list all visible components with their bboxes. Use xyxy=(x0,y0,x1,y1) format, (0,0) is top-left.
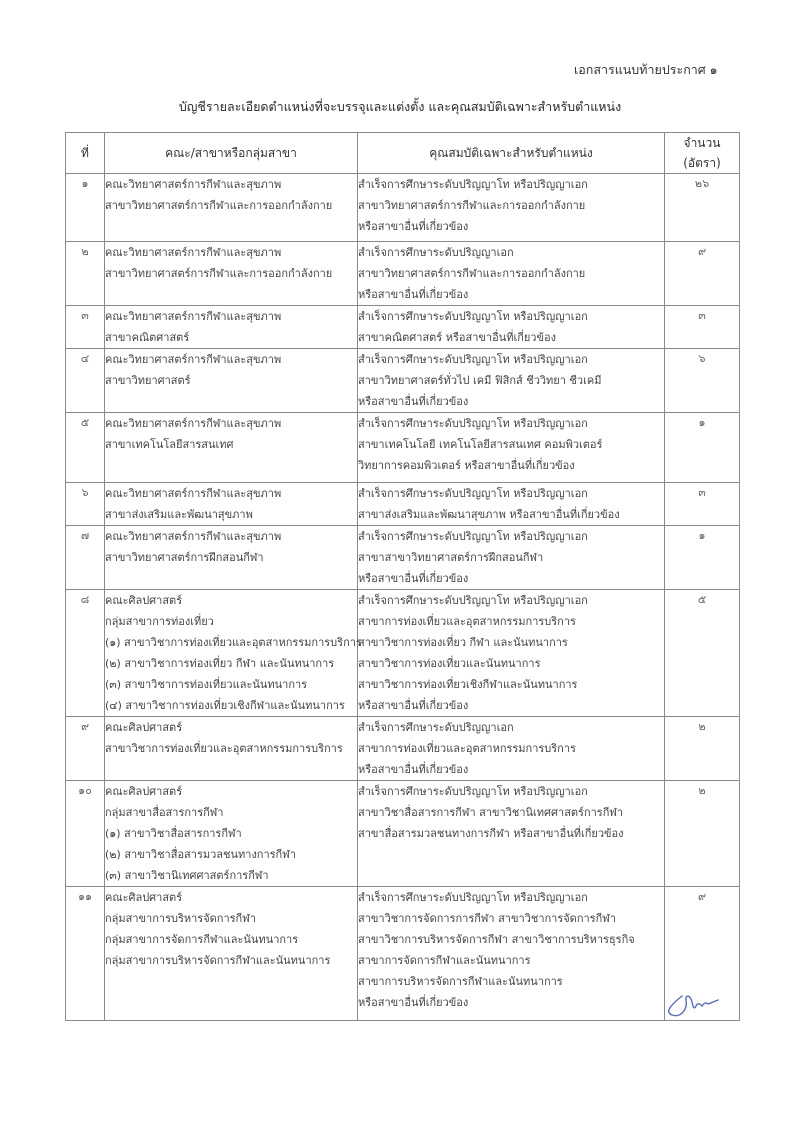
qualification-line: สาขาวิชาการท่องเที่ยวและนันทนาการ xyxy=(358,657,541,670)
row-number: ๑ xyxy=(66,174,105,242)
faculty-line: สาขาวิทยาศาสตร์การฝึกสอนกีฬา xyxy=(105,551,264,564)
faculty-line: คณะวิทยาศาสตร์การกีฬาและสุขภาพ xyxy=(105,310,282,323)
faculty-line: คณะศิลปศาสตร์ xyxy=(105,785,183,798)
row-number: ๕ xyxy=(66,413,105,483)
qualification-cell xyxy=(358,349,665,413)
faculty-cell xyxy=(105,526,358,590)
qualification-line: สาขาการจัดการกีฬาและนันทนาการ xyxy=(358,954,531,967)
header-no: ที่ xyxy=(66,133,105,174)
faculty-cell xyxy=(105,590,362,717)
faculty-line: สาขาวิทยาศาสตร์การกีฬาและการออกกำลังกาย xyxy=(105,267,333,280)
qualification-line: สาขาวิชาการท่องเที่ยว กีฬา และนันทนาการ xyxy=(358,636,568,649)
faculty-line: คณะศิลปศาสตร์ xyxy=(105,721,183,734)
position-count: ๖ xyxy=(665,349,740,413)
qualification-cell xyxy=(358,781,665,887)
qualification-line: สาขาวิทยาศาสตร์การกีฬาและการออกกำลังกาย xyxy=(358,199,586,212)
table-header-row xyxy=(66,133,740,174)
row-number: ๗ xyxy=(66,526,105,590)
faculty-line: กลุ่มสาขาการบริหารจัดการกีฬา xyxy=(105,912,256,925)
qualification-line: สาขาสาขาวิทยาศาสตร์การฝึกสอนกีฬา xyxy=(358,551,544,564)
faculty-line: (๒) สาขาวิชาการท่องเที่ยว กีฬา และนันทนาการ xyxy=(105,657,335,670)
position-count: ๑ xyxy=(665,413,740,483)
position-count: ๕ xyxy=(665,590,740,717)
position-count: ๙ xyxy=(665,242,740,306)
qualification-cell xyxy=(358,483,665,526)
faculty-line: (๓) สาขาวิชานิเทศศาสตร์การกีฬา xyxy=(105,869,269,882)
qualification-line: วิทยาการคอมพิวเตอร์ หรือสาขาอื่นที่เกี่ยวข้อง xyxy=(358,459,575,472)
faculty-line: กลุ่มสาขาการท่องเที่ยว xyxy=(105,615,214,628)
table-row xyxy=(66,483,740,526)
qualification-cell xyxy=(358,242,665,306)
position-count: ๒ xyxy=(665,781,740,887)
position-count: ๓ xyxy=(665,483,740,526)
faculty-line: (๑) สาขาวิชาการท่องเที่ยวและอุตสาหกรรมการบริการ xyxy=(105,636,362,649)
faculty-line: (๑) สาขาวิชาสื่อสารการกีฬา xyxy=(105,827,242,840)
qualification-line: สาขาคณิตศาสตร์ หรือสาขาอื่นที่เกี่ยวข้อง xyxy=(358,331,556,344)
faculty-cell xyxy=(105,717,358,781)
position-count: ๓ xyxy=(665,306,740,349)
qualification-line: หรือสาขาอื่นที่เกี่ยวข้อง xyxy=(358,395,469,408)
faculty-line: คณะวิทยาศาสตร์การกีฬาและสุขภาพ xyxy=(105,487,282,500)
header-quantity-line1: จำนวน xyxy=(683,136,721,150)
qualification-line: สาขาวิทยาศาสตร์ทั่วไป เคมี ฟิสิกส์ ชีววิทยา ชีวเคมี xyxy=(358,374,602,387)
qualification-line: สาขาวิชาการท่องเที่ยวเชิงกีฬาและนันทนาการ xyxy=(358,678,578,691)
qualification-line: สาขาวิชาการบริหารจัดการกีฬา สาขาวิชาการบริหารธุรกิจ xyxy=(358,933,635,946)
qualification-cell xyxy=(358,526,665,590)
row-number: ๔ xyxy=(66,349,105,413)
faculty-cell xyxy=(105,242,358,306)
qualification-line: สำเร็จการศึกษาระดับปริญญาเอก xyxy=(358,721,514,734)
faculty-cell xyxy=(105,349,358,413)
row-number: ๒ xyxy=(66,242,105,306)
position-count: ๙ xyxy=(665,887,740,1021)
table-row xyxy=(66,526,740,590)
table-row xyxy=(66,717,740,781)
qualification-line: สาขาวิชาสื่อสารการกีฬา สาขาวิชานิเทศศาสตร์การกีฬา xyxy=(358,806,624,819)
faculty-line: คณะศิลปศาสตร์ xyxy=(105,891,183,904)
faculty-cell xyxy=(105,413,358,483)
qualification-line: หรือสาขาอื่นที่เกี่ยวข้อง xyxy=(358,572,469,585)
table-row xyxy=(66,413,740,483)
qualification-cell xyxy=(358,413,665,483)
row-number: ๙ xyxy=(66,717,105,781)
faculty-line: คณะศิลปศาสตร์ xyxy=(105,594,183,607)
faculty-cell xyxy=(105,174,358,242)
faculty-line: สาขาวิชาการท่องเที่ยวและอุตสาหกรรมการบริการ xyxy=(105,742,343,755)
faculty-line: คณะวิทยาศาสตร์การกีฬาและสุขภาพ xyxy=(105,353,282,366)
qualification-line: สำเร็จการศึกษาระดับปริญญาโท หรือปริญญาเอก xyxy=(358,594,588,607)
qualification-line: สำเร็จการศึกษาระดับปริญญาโท หรือปริญญาเอก xyxy=(358,178,588,191)
table-row xyxy=(66,590,740,717)
table-row xyxy=(66,242,740,306)
position-count: ๒ xyxy=(665,717,740,781)
qualification-line: สำเร็จการศึกษาระดับปริญญาโท หรือปริญญาเอก xyxy=(358,487,588,500)
qualification-line: สาขาส่งเสริมและพัฒนาสุขภาพ หรือสาขาอื่นที่เกี่ยวข้อง xyxy=(358,508,620,521)
table-row xyxy=(66,174,740,242)
qualification-cell xyxy=(358,590,665,717)
faculty-line: สาขาส่งเสริมและพัฒนาสุขภาพ xyxy=(105,508,253,521)
faculty-line: กลุ่มสาขาสื่อสารการกีฬา xyxy=(105,806,224,819)
qualification-line: สำเร็จการศึกษาระดับปริญญาโท หรือปริญญาเอก xyxy=(358,417,588,430)
qualification-line: สาขาวิทยาศาสตร์การกีฬาและการออกกำลังกาย xyxy=(358,267,586,280)
table-row xyxy=(66,887,740,1021)
qualification-line: สาขาการบริหารจัดการกีฬาและนันทนาการ xyxy=(358,975,563,988)
table-body xyxy=(66,174,740,1021)
row-number: ๓ xyxy=(66,306,105,349)
faculty-line: กลุ่มสาขาการบริหารจัดการกีฬาและนันทนาการ xyxy=(105,954,331,967)
position-count: ๑ xyxy=(665,526,740,590)
row-number: ๘ xyxy=(66,590,105,717)
faculty-cell xyxy=(105,306,358,349)
faculty-line: สาขาคณิตศาสตร์ xyxy=(105,331,190,344)
qualification-line: สาขาสื่อสารมวลชนทางการกีฬา หรือสาขาอื่นที่เกี่ยวข้อง xyxy=(358,827,624,840)
faculty-line: (๒) สาขาวิชาสื่อสารมวลชนทางการกีฬา xyxy=(105,848,296,861)
faculty-line: คณะวิทยาศาสตร์การกีฬาและสุขภาพ xyxy=(105,178,282,191)
position-count: ๒๖ xyxy=(665,174,740,242)
row-number: ๖ xyxy=(66,483,105,526)
faculty-line: สาขาวิทยาศาสตร์การกีฬาและการออกกำลังกาย xyxy=(105,199,333,212)
qualification-line: สำเร็จการศึกษาระดับปริญญาโท หรือปริญญาเอก xyxy=(358,891,588,904)
qualification-cell xyxy=(358,887,665,1021)
faculty-cell xyxy=(105,483,358,526)
row-number: ๑๐ xyxy=(66,781,105,887)
qualification-line: หรือสาขาอื่นที่เกี่ยวข้อง xyxy=(358,288,469,301)
qualification-line: สาขาวิชาการจัดการการกีฬา สาขาวิชาการจัดการกีฬา xyxy=(358,912,616,925)
table-row xyxy=(66,306,740,349)
qualification-line: สำเร็จการศึกษาระดับปริญญาเอก xyxy=(358,246,514,259)
qualification-line: หรือสาขาอื่นที่เกี่ยวข้อง xyxy=(358,699,469,712)
faculty-cell xyxy=(105,781,358,887)
signature-icon xyxy=(662,990,722,1020)
qualification-line: สำเร็จการศึกษาระดับปริญญาโท หรือปริญญาเอก xyxy=(358,785,588,798)
faculty-line: คณะวิทยาศาสตร์การกีฬาและสุขภาพ xyxy=(105,246,282,259)
qualification-line: สาขาการท่องเที่ยวและอุตสาหกรรมการบริการ xyxy=(358,742,576,755)
faculty-line: สาขาเทคโนโลยีสารสนเทศ xyxy=(105,438,234,451)
row-number: ๑๑ xyxy=(66,887,105,1021)
positions-table xyxy=(65,132,740,1021)
qualification-line: สำเร็จการศึกษาระดับปริญญาโท หรือปริญญาเอก xyxy=(358,530,588,543)
table-row xyxy=(66,349,740,413)
qualification-line: สาขาเทคโนโลยี เทคโนโลยีสารสนเทศ คอมพิวเตอร์ xyxy=(358,438,603,451)
qualification-line: สำเร็จการศึกษาระดับปริญญาโท หรือปริญญาเอก xyxy=(358,353,588,366)
faculty-line: สาขาวิทยาศาสตร์ xyxy=(105,374,191,387)
header-qualification: คุณสมบัติเฉพาะสำหรับตำแหน่ง xyxy=(358,133,665,174)
header-quantity-line2: (อัตรา) xyxy=(683,156,721,170)
faculty-line: คณะวิทยาศาสตร์การกีฬาและสุขภาพ xyxy=(105,417,282,430)
qualification-line: สาขาการท่องเที่ยวและอุตสาหกรรมการบริการ xyxy=(358,615,576,628)
table-row xyxy=(66,781,740,887)
annex-label: เอกสารแนบท้ายประกาศ ๑ xyxy=(574,62,718,77)
qualification-line: หรือสาขาอื่นที่เกี่ยวข้อง xyxy=(358,220,469,233)
qualification-cell xyxy=(358,306,665,349)
faculty-line: (๔) สาขาวิชาการท่องเที่ยวเชิงกีฬาและนันทนาการ xyxy=(105,699,345,712)
faculty-line: คณะวิทยาศาสตร์การกีฬาและสุขภาพ xyxy=(105,530,282,543)
faculty-cell xyxy=(105,887,358,1021)
faculty-line: กลุ่มสาขาการจัดการกีฬาและนันทนาการ xyxy=(105,933,299,946)
qualification-cell xyxy=(358,717,665,781)
document-title: บัญชีรายละเอียดตำแหน่งที่จะบรรจุและแต่งตั้ง และคุณสมบัติเฉพาะสำหรับตำแหน่ง xyxy=(178,99,622,114)
header-quantity xyxy=(665,133,740,174)
qualification-line: สำเร็จการศึกษาระดับปริญญาโท หรือปริญญาเอก xyxy=(358,310,588,323)
faculty-line: (๓) สาขาวิชาการท่องเที่ยวและนันทนาการ xyxy=(105,678,308,691)
qualification-line: หรือสาขาอื่นที่เกี่ยวข้อง xyxy=(358,996,469,1009)
header-faculty: คณะ/สาขาหรือกลุ่มสาขา xyxy=(105,133,358,174)
qualification-line: หรือสาขาอื่นที่เกี่ยวข้อง xyxy=(358,763,469,776)
qualification-cell xyxy=(358,174,665,242)
